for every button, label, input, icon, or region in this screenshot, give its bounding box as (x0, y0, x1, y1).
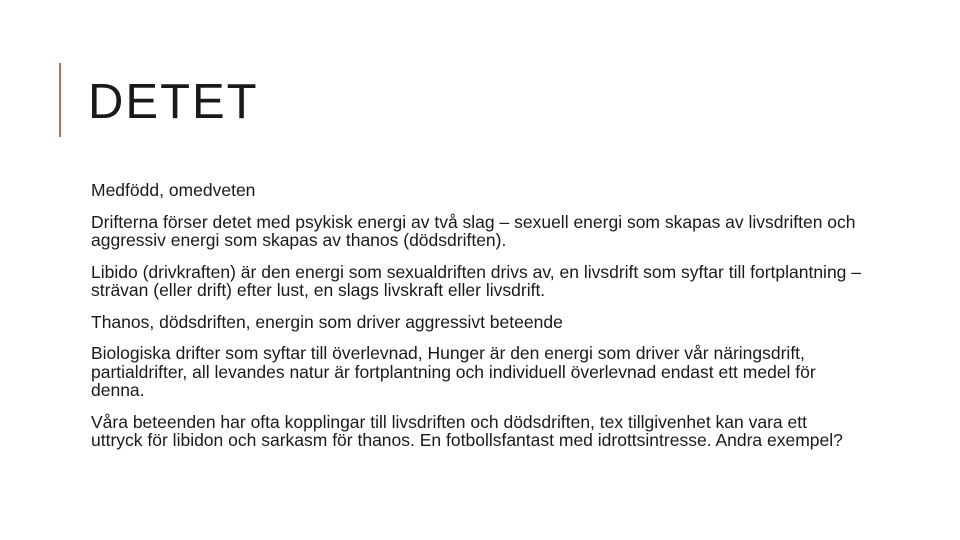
bullet-item: Våra beteenden har ofta kopplingar till livsdriften och dödsdriften, tex tillgivenhet kan vara ett uttryck för libidon och sarkasm för thanos. En fotbollsfantast med idrottsintresse. Andra exempel? (91, 411, 843, 450)
bullet-item: Thanos, dödsdriften, energin som driver aggressivt beteende (91, 311, 563, 332)
title-accent-rule (59, 63, 61, 137)
slide-title: DETET (88, 75, 259, 129)
bullet-item: Biologiska drifter som syftar till överlevnad, Hunger är den energi som driver vår näringsdrift, partialdrifter, all levandes natur är fortplantning och individuell överlevnad endast ett medel för denna. (91, 343, 816, 400)
bullet-item: Medfödd, omedveten (91, 180, 256, 200)
bullet-list (91, 181, 861, 463)
bullet-item: Drifterna förser detet med psykisk energi av två slag – sexuell energi som skapas av livsdriften och aggressiv energi som skapas av thanos (dödsdriften). (91, 211, 856, 250)
bullet-item: Libido (drivkraften) är den energi som sexualdriften drivs av, en livsdrift som syftar till fortplantning – strävan (eller drift) efter lust, en slags livskraft eller livsdrift. (91, 261, 862, 300)
